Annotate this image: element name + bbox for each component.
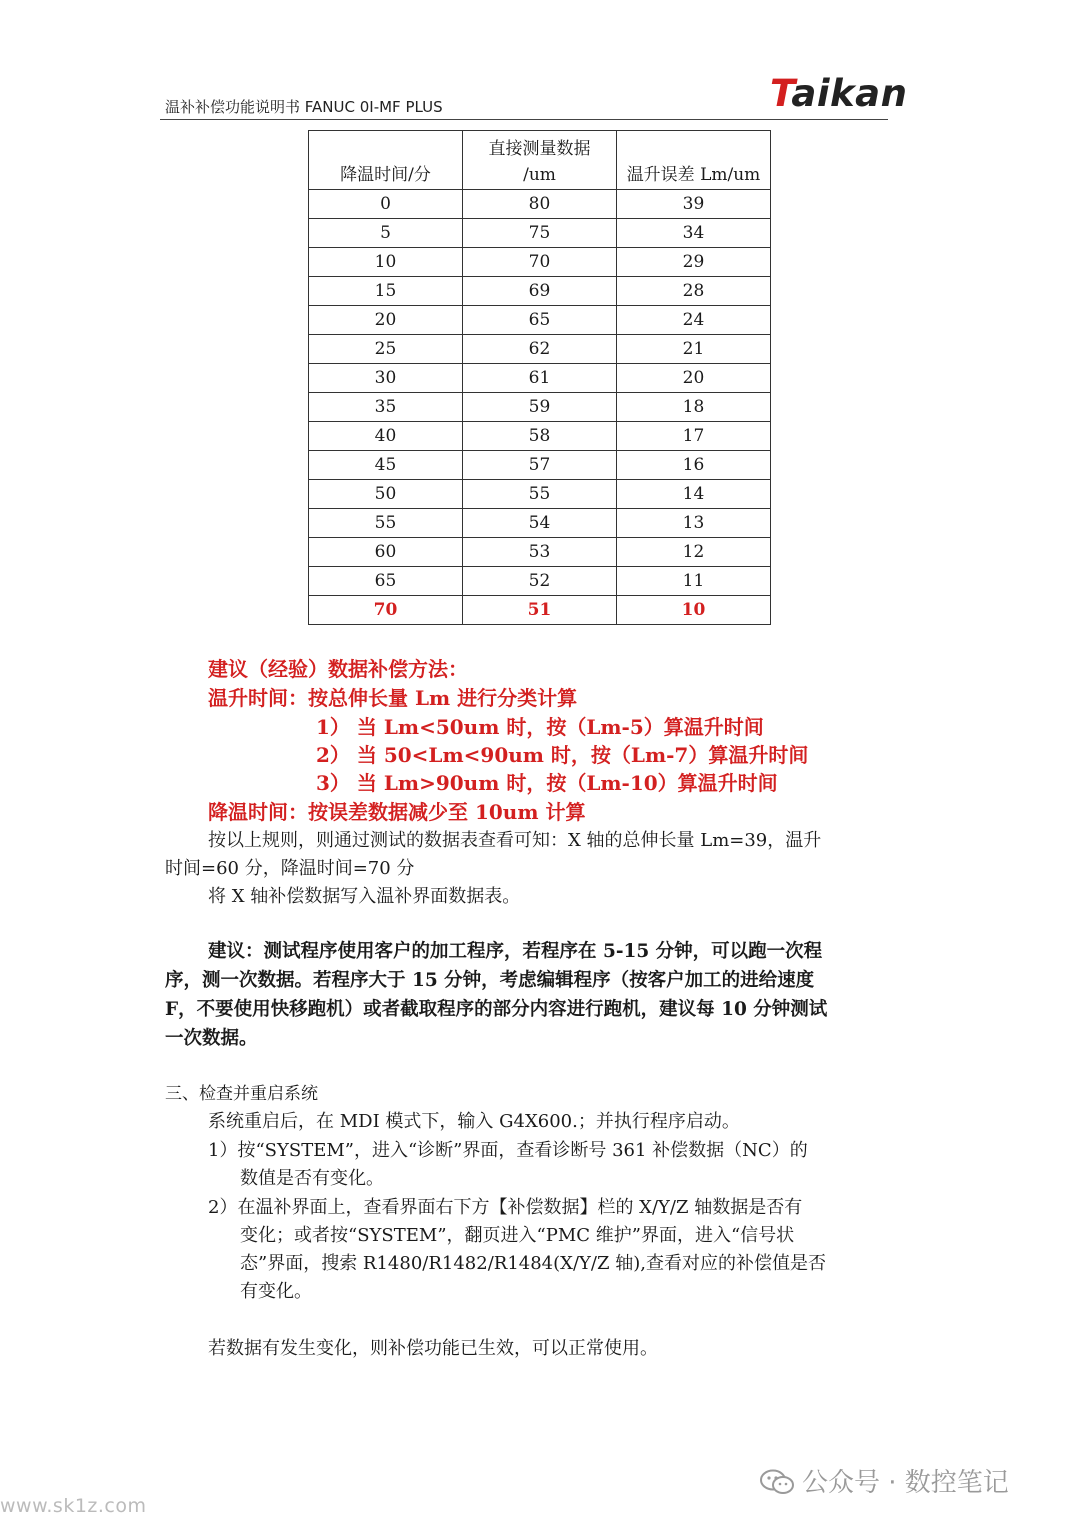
cell-measured: 59 xyxy=(463,393,617,422)
item-2-line-2: 变化；或者按“SYSTEM”，翻页进入“PMC 维护”界面，进入“信号状 xyxy=(240,1225,795,1246)
cell-error: 39 xyxy=(617,190,771,219)
cell-cooling-time: 25 xyxy=(309,335,463,364)
explain-line-1: 按以上规则，则通过测试的数据表查看可知：X 轴的总伸长量 Lm=39，温升 xyxy=(208,830,822,851)
cell-error: 21 xyxy=(617,335,771,364)
table-row xyxy=(309,277,771,306)
table-header-row xyxy=(309,131,771,190)
item-2-line-3: 态”界面，搜索 R1480/R1482/R1484(X/Y/Z 轴),查看对应的补偿值是否 xyxy=(240,1253,826,1274)
cell-cooling-time: 10 xyxy=(309,248,463,277)
cell-error: 18 xyxy=(617,393,771,422)
header-divider xyxy=(160,119,888,120)
cell-measured: 54 xyxy=(463,509,617,538)
wechat-icon xyxy=(760,1469,794,1495)
fall-time-label: 降温时间：按误差数据减少至 10um 计算 xyxy=(208,800,586,824)
table-row xyxy=(309,509,771,538)
wechat-watermark: 公众号 · 数控笔记 xyxy=(760,1462,1009,1499)
cell-cooling-time: 20 xyxy=(309,306,463,335)
site-watermark: www.sk1z.com xyxy=(0,1495,147,1517)
cell-cooling-time: 40 xyxy=(309,422,463,451)
table-row xyxy=(309,596,771,625)
explain-line-2: 时间=60 分，降温时间=70 分 xyxy=(165,858,415,879)
cell-error: 14 xyxy=(617,480,771,509)
cell-cooling-time: 55 xyxy=(309,509,463,538)
cell-measured: 75 xyxy=(463,219,617,248)
cell-measured: 51 xyxy=(463,596,617,625)
table-row xyxy=(309,393,771,422)
cell-measured: 69 xyxy=(463,277,617,306)
cell-measured: 58 xyxy=(463,422,617,451)
item-1-line-2: 数值是否有变化。 xyxy=(240,1168,384,1189)
table-row xyxy=(309,306,771,335)
cell-error: 20 xyxy=(617,364,771,393)
rise-time-label: 温升时间：按总伸长量 Lm 进行分类计算 xyxy=(208,686,578,710)
header-cell-cooling-time: 降温时间/分 xyxy=(309,131,463,190)
cell-cooling-time: 65 xyxy=(309,567,463,596)
cooling-data-table xyxy=(308,130,771,625)
table-row xyxy=(309,451,771,480)
cell-cooling-time: 45 xyxy=(309,451,463,480)
explain-line-3: 将 X 轴补偿数据写入温补界面数据表。 xyxy=(208,886,521,907)
method-title: 建议（经验）数据补偿方法： xyxy=(208,657,468,681)
rule-2: 2） 当 50<Lm<90um 时，按（Lm-7）算温升时间 xyxy=(316,743,809,767)
advice-line-3: F，不要使用快移跑机）或者截取程序的部分内容进行跑机，建议每 10 分钟测试 xyxy=(165,999,828,1020)
cell-measured: 65 xyxy=(463,306,617,335)
cell-cooling-time: 5 xyxy=(309,219,463,248)
table-row xyxy=(309,567,771,596)
cell-error: 29 xyxy=(617,248,771,277)
cell-error: 17 xyxy=(617,422,771,451)
cell-measured: 57 xyxy=(463,451,617,480)
cell-measured: 70 xyxy=(463,248,617,277)
cell-error: 28 xyxy=(617,277,771,306)
item-1-line-1: 1）按“SYSTEM”，进入“诊断”界面，查看诊断号 361 补偿数据（NC）的 xyxy=(208,1140,808,1161)
table-row xyxy=(309,219,771,248)
cell-error: 11 xyxy=(617,567,771,596)
header-cell-measured: 直接测量数据 /um xyxy=(463,131,617,190)
rule-1: 1） 当 Lm<50um 时，按（Lm-5）算温升时间 xyxy=(316,715,764,739)
table-body xyxy=(309,190,771,625)
cell-cooling-time: 70 xyxy=(309,596,463,625)
table-row xyxy=(309,422,771,451)
taikan-logo: Taikan xyxy=(770,72,908,115)
cell-cooling-time: 15 xyxy=(309,277,463,306)
cell-measured: 52 xyxy=(463,567,617,596)
document-title: 温补补偿功能说明书 FANUC 0I-MF PLUS xyxy=(165,98,443,116)
cell-error: 16 xyxy=(617,451,771,480)
cell-error: 12 xyxy=(617,538,771,567)
section-3-intro: 系统重启后，在 MDI 模式下，输入 G4X600.；并执行程序启动。 xyxy=(208,1111,740,1132)
advice-line-2: 序，测一次数据。若程序大于 15 分钟，考虑编辑程序（按客户加工的进给速度 xyxy=(165,970,815,991)
cell-error: 24 xyxy=(617,306,771,335)
advice-line-4: 一次数据。 xyxy=(165,1028,258,1049)
conclusion: 若数据有发生变化，则补偿功能已生效，可以正常使用。 xyxy=(208,1338,658,1359)
cell-cooling-time: 0 xyxy=(309,190,463,219)
cell-measured: 61 xyxy=(463,364,617,393)
cell-error: 10 xyxy=(617,596,771,625)
header-cell-error: 温升误差 Lm/um xyxy=(617,131,771,190)
cell-measured: 53 xyxy=(463,538,617,567)
cell-cooling-time: 50 xyxy=(309,480,463,509)
table-row xyxy=(309,364,771,393)
cell-cooling-time: 30 xyxy=(309,364,463,393)
table-row xyxy=(309,538,771,567)
table-row xyxy=(309,248,771,277)
cell-measured: 55 xyxy=(463,480,617,509)
table-row xyxy=(309,480,771,509)
cell-error: 34 xyxy=(617,219,771,248)
cell-measured: 80 xyxy=(463,190,617,219)
cell-measured: 62 xyxy=(463,335,617,364)
table-row xyxy=(309,190,771,219)
table-row xyxy=(309,335,771,364)
rule-3: 3） 当 Lm>90um 时，按（Lm-10）算温升时间 xyxy=(316,771,778,795)
cell-error: 13 xyxy=(617,509,771,538)
item-2-line-1: 2）在温补界面上，查看界面右下方【补偿数据】栏的 X/Y/Z 轴数据是否有 xyxy=(208,1197,803,1218)
advice-line-1: 建议：测试程序使用客户的加工程序，若程序在 5-15 分钟，可以跑一次程 xyxy=(208,941,823,962)
cell-cooling-time: 60 xyxy=(309,538,463,567)
item-2-line-4: 有变化。 xyxy=(240,1281,312,1302)
cell-cooling-time: 35 xyxy=(309,393,463,422)
section-3-title: 三、检查并重启系统 xyxy=(165,1084,318,1104)
